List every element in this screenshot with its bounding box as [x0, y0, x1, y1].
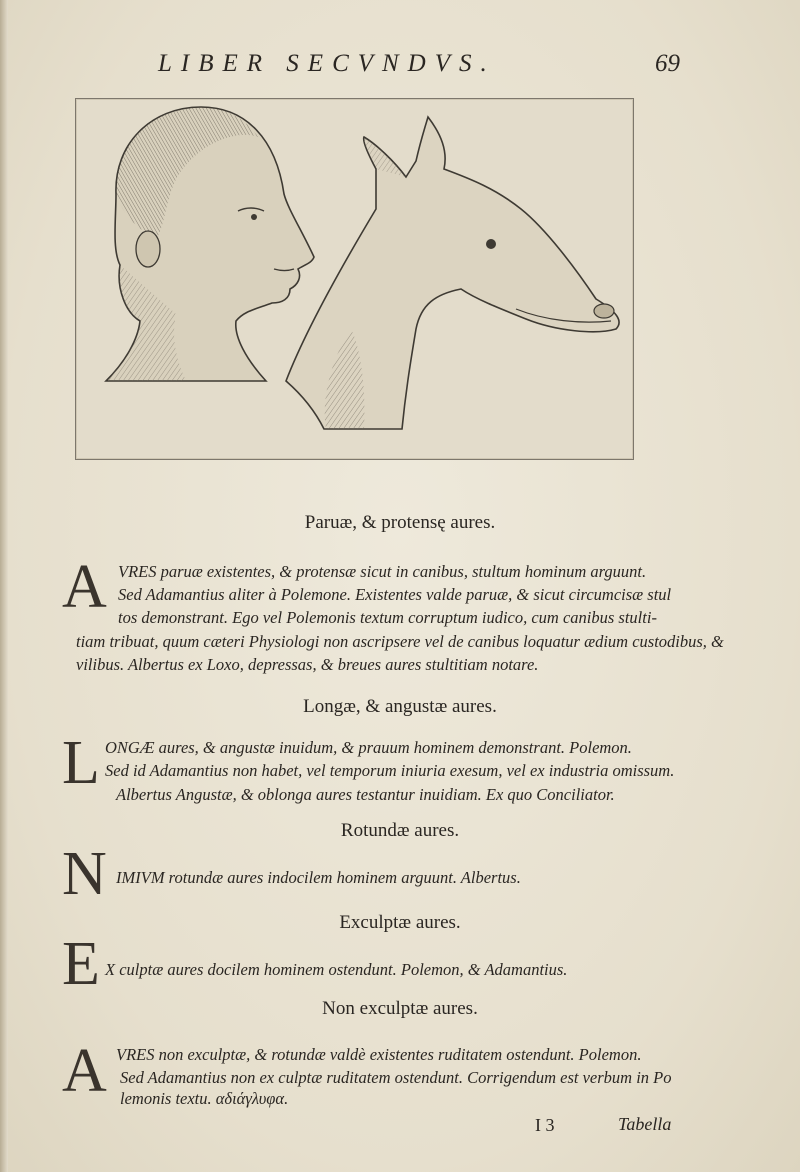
text-line: VRES paruæ existentes, & protensæ sicut in canibus, stultum hominum arguunt.	[118, 562, 647, 581]
drop-capital-e: E	[62, 930, 100, 998]
engraving-plate	[75, 98, 634, 460]
engraving-man-and-deer-illustration	[76, 99, 633, 459]
text-line: tos demonstrant. Ego vel Polemonis textum corruptum iudico, cum canibus stulti-	[118, 608, 657, 627]
page-spine-shadow	[0, 0, 8, 1172]
drop-capital-n: N	[62, 840, 107, 908]
running-title: LIBER SECVNDVS.	[158, 50, 496, 77]
section-heading-longae-aures: Longæ, & angustæ aures.	[303, 696, 497, 717]
text-line: Albertus Angustæ, & oblonga aures testantur inuidiam. Ex quo Conciliator.	[116, 785, 615, 804]
page-number: 69	[655, 50, 680, 77]
section-heading-non-exculptae-aures: Non exculptæ aures.	[322, 998, 478, 1019]
drop-capital-l: L	[62, 729, 100, 797]
text-line: lemonis textu. αδιάγλυφα.	[120, 1089, 289, 1108]
catchword: Tabella	[618, 1114, 672, 1134]
section-heading-exculptae-aures: Exculptæ aures.	[339, 912, 461, 933]
text-line: tiam tribuat, quum cæteri Physiologi non ascripsere vel de canibus loquatur ædium custodibus, &	[76, 632, 724, 651]
drop-capital-a: A	[62, 553, 107, 621]
text-line: Sed Adamantius non ex culptæ ruditatem ostendunt. Corrigendum est verbum in Po	[120, 1068, 672, 1087]
text-line: ONGÆ aures, & angustæ inuidum, & prauum hominem demonstrant. Polemon.	[105, 738, 632, 757]
text-line: IMIVM rotundæ aures indocilem hominem arguunt. Albertus.	[116, 868, 521, 887]
section-heading-parvae-aures: Paruæ, & protensę aures.	[304, 512, 496, 533]
text-line: vilibus. Albertus ex Loxo, depressas, & breues aures stultitiam notare.	[76, 655, 539, 674]
page-header	[150, 50, 690, 84]
signature-mark: I 3	[535, 1115, 555, 1135]
text-line: X culptæ aures docilem hominem ostendunt. Polemon, & Adamantius.	[105, 960, 568, 979]
text-line: Sed Adamantius aliter à Polemone. Existentes valde paruæ, & sicut circumcisæ stul	[118, 585, 672, 604]
text-line: Sed id Adamantius non habet, vel temporum iniuria exesum, vel ex industria omissum.	[105, 761, 675, 780]
section-heading-rotundae-aures: Rotundæ aures.	[340, 820, 460, 841]
text-line: VRES non exculptæ, & rotundæ valdè existentes ruditatem ostendunt. Polemon.	[116, 1045, 642, 1064]
drop-capital-a: A	[62, 1037, 107, 1105]
